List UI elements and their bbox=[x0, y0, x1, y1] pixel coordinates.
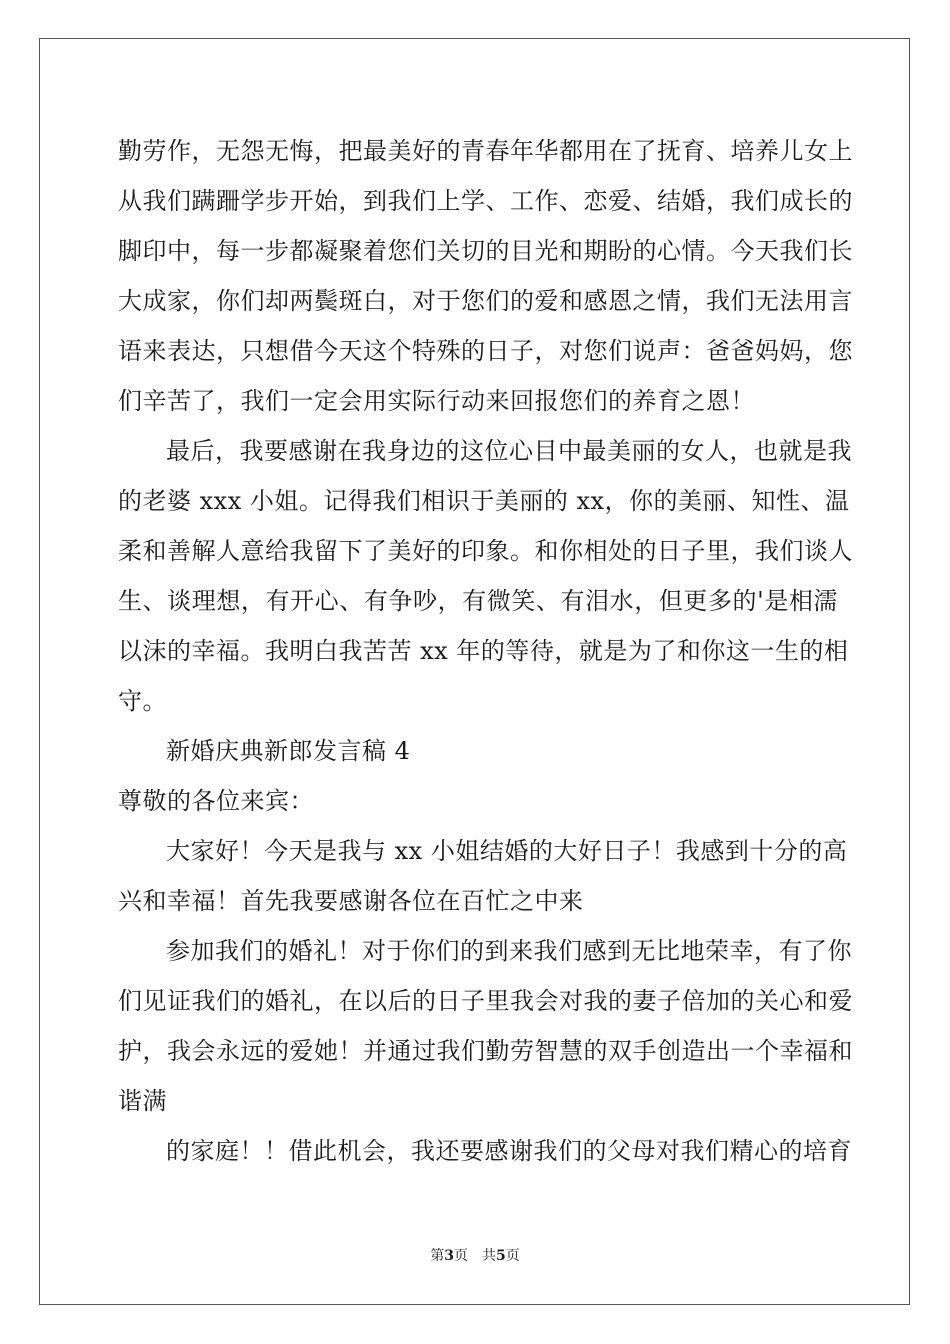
text-line: 大家好！今天是我与 xx 小姐结婚的大好日子！我感到十分的高 bbox=[166, 837, 848, 865]
page-suffix: 页 bbox=[505, 1248, 520, 1264]
text-line: 新婚庆典新郎发言稿 4 bbox=[166, 737, 411, 765]
text-line: 语来表达，只想借今天这个特殊的日子，对您们说声：爸爸妈妈，您 bbox=[118, 337, 853, 365]
text-line: 护，我会永远的爱她！并通过我们勤劳智慧的双手创造出一个幸福和 bbox=[118, 1037, 853, 1065]
text-line: 以沫的幸福。我明白我苦苦 xx 年的等待，就是为了和你这一生的相 bbox=[118, 637, 849, 665]
text-line: 守。 bbox=[118, 687, 167, 715]
text-line: 兴和幸福！首先我要感谢各位在百忙之中来 bbox=[118, 887, 584, 915]
text-line: 参加我们的婚礼！对于你们的到来我们感到无比地荣幸，有了你 bbox=[166, 937, 852, 965]
text-line: 的老婆 xxx 小姐。记得我们相识于美丽的 xx，你的美丽、知性、温 bbox=[118, 487, 850, 515]
text-line: 脚印中，每一步都凝聚着您们关切的目光和期盼的心情。今天我们长 bbox=[118, 237, 853, 265]
text-line: 柔和善解人意给我留下了美好的印象。和你相处的日子里，我们谈人 bbox=[118, 537, 853, 565]
text-line: 最后，我要感谢在我身边的这位心目中最美丽的女人，也就是我 bbox=[166, 437, 852, 465]
page-total: 5 bbox=[496, 1248, 506, 1264]
text-line: 的家庭！！借此机会，我还要感谢我们的父母对我们精心的培育 bbox=[166, 1137, 852, 1165]
text-line: 们辛苦了，我们一定会用实际行动来回报您们的养育之恩！ bbox=[118, 387, 755, 415]
page-mid: 页 共 bbox=[454, 1248, 496, 1264]
text-line: 生、谈理想，有开心、有争吵，有微笑、有泪水，但更多的'是相濡 bbox=[118, 587, 838, 615]
text-line: 从我们蹒跚学步开始，到我们上学、工作、恋爱、结婚，我们成长的 bbox=[118, 187, 853, 215]
text-line: 勤劳作，无怨无悔，把最美好的青春年华都用在了抚育、培养儿女上 bbox=[118, 137, 853, 165]
page-current: 3 bbox=[444, 1248, 454, 1264]
text-line: 尊敬的各位来宾： bbox=[118, 787, 314, 815]
text-line: 大成家，你们却两鬓斑白，对于您们的爱和感恩之情，我们无法用言 bbox=[118, 287, 853, 315]
page-footer bbox=[0, 1245, 950, 1265]
text-line: 们见证我们的婚礼，在以后的日子里我会对我的妻子倍加的关心和爱 bbox=[118, 987, 853, 1015]
text-line: 谐满 bbox=[118, 1087, 167, 1115]
document-body bbox=[118, 126, 853, 1176]
page-prefix: 第 bbox=[430, 1248, 445, 1264]
